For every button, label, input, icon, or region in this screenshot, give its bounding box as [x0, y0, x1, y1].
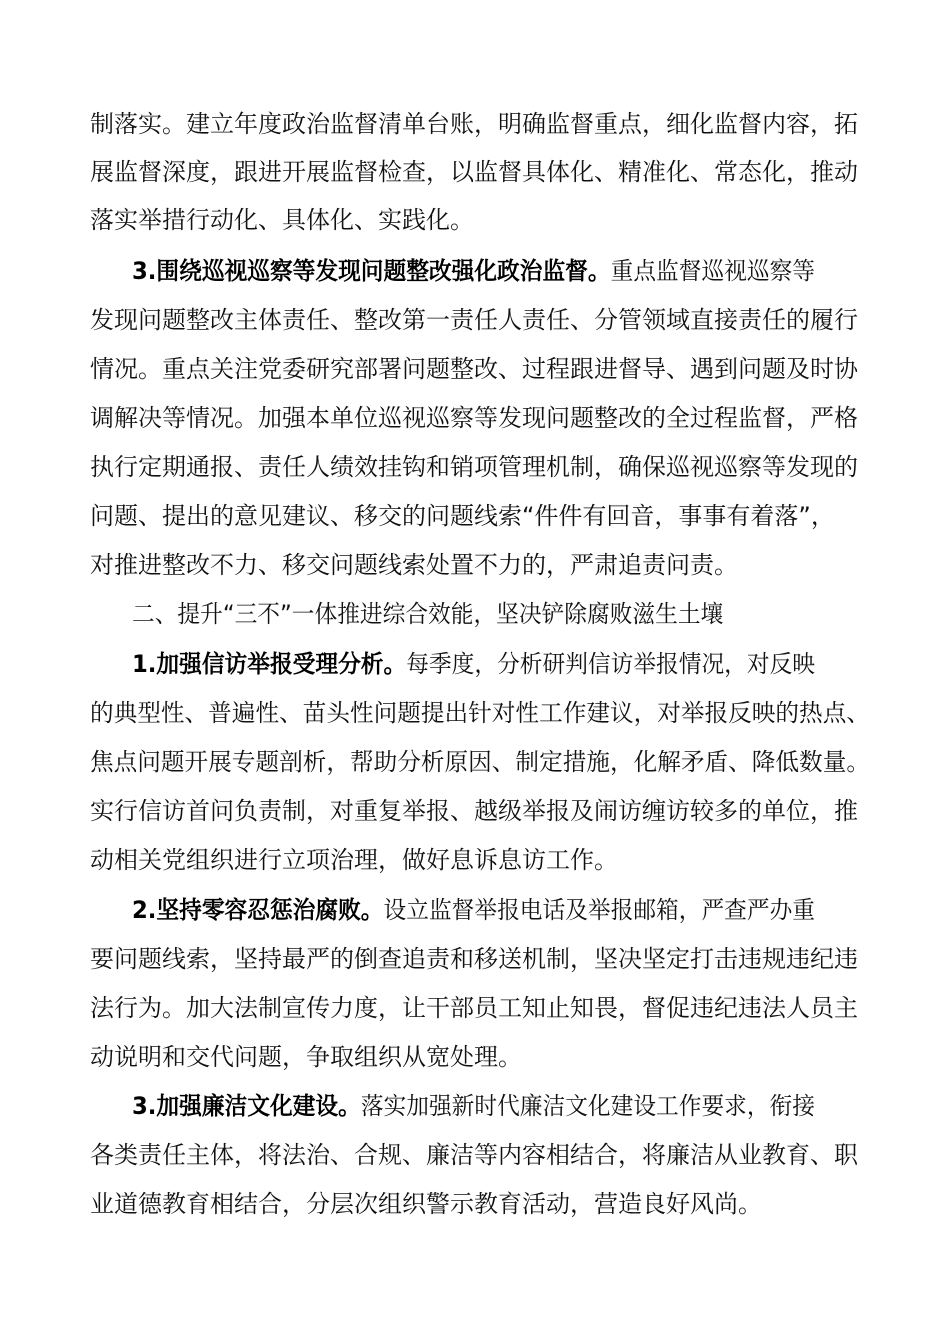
- line-text: 设立监督举报电话及举报邮箱，严查严办重: [383, 896, 815, 924]
- line-text: 调解决等情况。加强本单位巡视巡察等发现问题整改的全过程监督，严格: [90, 404, 858, 432]
- paragraph-heading-line: [132, 1084, 870, 1128]
- bold-heading: 1.加强信访举报受理分析。: [132, 650, 407, 678]
- body-line: [90, 937, 870, 981]
- body-line: [90, 494, 870, 538]
- line-text: 业道德教育相结合，分层次组织警示教育活动，营造良好风尚。: [90, 1190, 762, 1218]
- line-text: 落实加强新时代廉洁文化建设工作要求，衔接: [360, 1092, 815, 1120]
- body-line: [90, 543, 870, 587]
- body-line: [90, 150, 870, 194]
- body-line: [90, 1035, 870, 1079]
- section-heading: [132, 592, 870, 636]
- paragraph-heading-line: [132, 249, 870, 293]
- bold-heading: 2.坚持零容忍惩治腐败。: [132, 896, 384, 924]
- line-text: 制落实。建立年度政治监督清单台账，明确监督重点，细化监督内容，拓: [90, 110, 858, 138]
- line-text: 动相关党组织进行立项治理，做好息诉息访工作。: [90, 846, 618, 874]
- line-text: 展监督深度，跟进开展监督检查，以监督具体化、精准化、常态化，推动: [90, 158, 858, 186]
- paragraph-heading-line: [132, 888, 870, 932]
- line-text: 实行信访首问负责制，对重复举报、越级举报及闹访缠访较多的单位，推: [90, 797, 858, 825]
- body-line: [90, 198, 870, 242]
- line-text: 发现问题整改主体责任、整改第一责任人责任、分管领域直接责任的履行: [90, 306, 858, 334]
- body-line: [90, 396, 870, 440]
- body-line: [90, 1182, 870, 1226]
- line-text: 落实举措行动化、具体化、实践化。: [90, 206, 474, 234]
- line-text: 对推进整改不力、移交问题线索处置不力的，严肃追责问责。: [90, 551, 738, 579]
- body-line: [90, 445, 870, 489]
- line-text: 每季度，分析研判信访举报情况，对反映: [406, 650, 815, 678]
- line-text: 焦点问题开展专题剖析，帮助分析原因、制定措施，化解矛盾、降低数量。: [90, 748, 870, 776]
- paragraph-heading-line: [132, 642, 870, 686]
- bold-heading: 3.围绕巡视巡察等发现问题整改强化政治监督。: [132, 257, 611, 285]
- section-heading-text: 二、提升“三不”一体推进综合效能，坚决铲除腐败滋生土壤: [132, 600, 724, 628]
- body-line: [90, 838, 870, 882]
- body-line: [90, 986, 870, 1030]
- line-text: 各类责任主体，将法治、合规、廉洁等内容相结合，将廉洁从业教育、职: [90, 1141, 858, 1169]
- body-line: [90, 789, 870, 833]
- body-line: [90, 298, 870, 342]
- line-text: 法行为。加大法制宣传力度，让干部员工知止知畏，督促违纪违法人员主: [90, 994, 858, 1022]
- line-text: 执行定期通报、责任人绩效挂钩和销项管理机制，确保巡视巡察等发现的: [90, 453, 858, 481]
- line-text: 情况。重点关注党委研究部署问题整改、过程跟进督导、遇到问题及时协: [90, 355, 858, 383]
- line-text: 问题、提出的意见建议、移交的问题线索“件件有回音，事事有着落”，: [90, 502, 835, 530]
- body-line: [90, 102, 870, 146]
- body-line: [90, 1133, 870, 1177]
- line-text: 动说明和交代问题，争取组织从宽处理。: [90, 1043, 522, 1071]
- line-text: 重点监督巡视巡察等: [610, 257, 815, 285]
- body-line: [90, 740, 870, 784]
- bold-heading: 3.加强廉洁文化建设。: [132, 1092, 361, 1120]
- body-line: [90, 691, 870, 735]
- line-text: 要问题线索，坚持最严的倒查追责和移送机制，坚决坚定打击违规违纪违: [90, 945, 858, 973]
- body-line: [90, 347, 870, 391]
- line-text: 的典型性、普遍性、苗头性问题提出针对性工作建议，对举报反映的热点、: [90, 699, 870, 727]
